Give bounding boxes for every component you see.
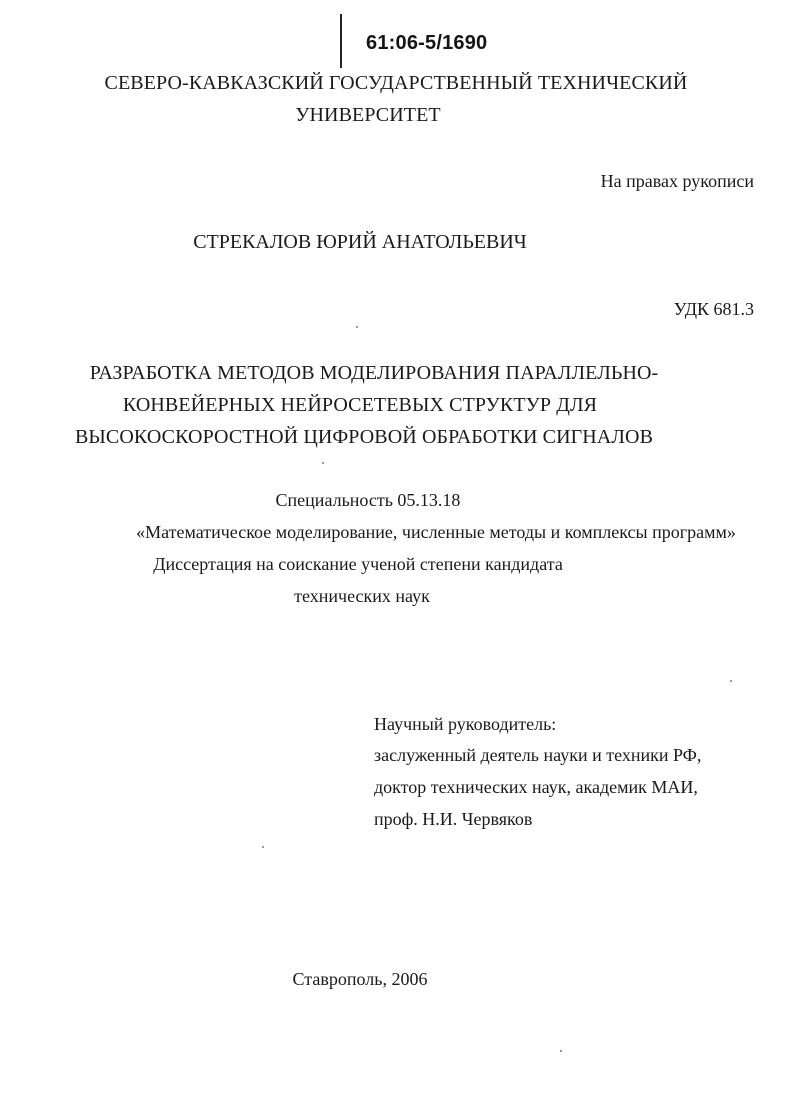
scan-speck	[356, 326, 358, 328]
specialty-name: «Математическое моделирование, численные методы и комплексы программ»	[136, 522, 736, 542]
scan-speck	[262, 846, 264, 848]
scan-speck	[730, 680, 732, 682]
university-name-line2: УНИВЕРСИТЕТ	[295, 104, 441, 126]
thesis-title-line1: РАЗРАБОТКА МЕТОДОВ МОДЕЛИРОВАНИЯ ПАРАЛЛЕЛЬНО-	[89, 362, 659, 384]
city-year: Ставрополь, 2006	[292, 969, 428, 989]
thesis-title-line3: ВЫСОКОСКОРОСТНОЙ ЦИФРОВОЙ ОБРАБОТКИ СИГНАЛОВ	[74, 426, 654, 448]
supervisor-heading: Научный руководитель:	[374, 714, 557, 734]
specialty-code: Специальность 05.13.18	[275, 490, 461, 510]
library-stamp-number: 61:06-5/1690	[366, 32, 488, 54]
supervisor-title-line1: заслуженный деятель науки и техники РФ,	[374, 745, 702, 765]
udk-code: УДК 681.3	[673, 299, 754, 319]
scan-speck	[560, 1050, 562, 1052]
university-name-line1: СЕВЕРО-КАВКАЗСКИЙ ГОСУДАРСТВЕННЫЙ ТЕХНИЧЕСКИЙ	[104, 72, 688, 94]
thesis-title-line2: КОНВЕЙЕРНЫХ НЕЙРОСЕТЕВЫХ СТРУКТУР ДЛЯ	[122, 394, 598, 416]
supervisor-name: проф. Н.И. Червяков	[374, 809, 533, 829]
author-name: СТРЕКАЛОВ ЮРИЙ АНАТОЛЬЕВИЧ	[193, 231, 527, 253]
degree-line2: технических наук	[294, 586, 430, 606]
scan-speck	[322, 462, 324, 464]
supervisor-title-line2: доктор технических наук, академик МАИ,	[374, 777, 698, 797]
stamp-divider-line	[340, 14, 342, 68]
rights-note: На правах рукописи	[600, 171, 754, 191]
degree-line1: Диссертация на соискание ученой степени кандидата	[153, 554, 563, 574]
